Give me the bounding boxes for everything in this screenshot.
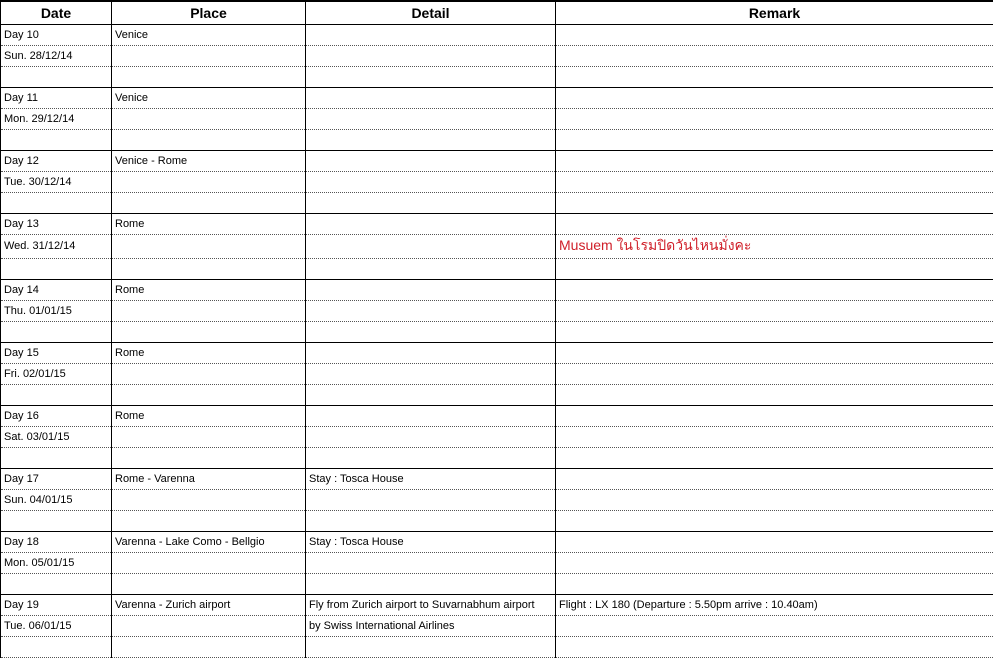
place-cell[interactable] — [112, 510, 306, 531]
detail-cell[interactable] — [306, 279, 556, 300]
date-cell[interactable] — [1, 573, 112, 594]
place-cell[interactable] — [112, 384, 306, 405]
table-row — [1, 24, 993, 45]
place-cell[interactable] — [112, 300, 306, 321]
detail-cell[interactable] — [306, 150, 556, 171]
detail-cell[interactable] — [306, 363, 556, 384]
remark-cell[interactable] — [556, 321, 993, 342]
detail-cell[interactable] — [306, 171, 556, 192]
date-cell[interactable] — [1, 258, 112, 279]
detail-cell[interactable] — [306, 24, 556, 45]
date-cell[interactable] — [1, 321, 112, 342]
place-cell[interactable] — [112, 321, 306, 342]
date-cell[interactable]: Fri. 02/01/15 — [1, 363, 112, 384]
remark-cell[interactable] — [556, 24, 993, 45]
place-cell[interactable] — [112, 258, 306, 279]
place-cell[interactable]: Varenna - Lake Como - Bellgio — [112, 531, 306, 552]
remark-cell[interactable]: Musuem ในโรมปิดวันไหนมั่งคะ — [556, 234, 993, 258]
date-cell[interactable]: Day 13 — [1, 213, 112, 234]
date-cell[interactable]: Day 15 — [1, 342, 112, 363]
place-cell[interactable] — [112, 66, 306, 87]
table-row — [1, 405, 993, 426]
table-row — [1, 87, 993, 108]
date-cell[interactable]: Day 18 — [1, 531, 112, 552]
date-cell[interactable]: Day 14 — [1, 279, 112, 300]
detail-cell[interactable] — [306, 426, 556, 447]
date-cell[interactable]: Day 10 — [1, 24, 112, 45]
remark-cell[interactable] — [556, 258, 993, 279]
remark-cell[interactable] — [556, 129, 993, 150]
detail-cell[interactable] — [306, 342, 556, 363]
table-row — [1, 636, 993, 657]
detail-cell[interactable] — [306, 192, 556, 213]
detail-cell[interactable] — [306, 108, 556, 129]
date-cell[interactable]: Wed. 31/12/14 — [1, 234, 112, 258]
remark-cell[interactable] — [556, 531, 993, 552]
place-cell[interactable] — [112, 636, 306, 657]
table-row — [1, 363, 993, 384]
detail-cell[interactable] — [306, 87, 556, 108]
remark-cell[interactable] — [556, 489, 993, 510]
header-row — [1, 1, 993, 24]
table-row — [1, 213, 993, 234]
table-row — [1, 321, 993, 342]
date-cell[interactable] — [1, 636, 112, 657]
date-cell[interactable]: Sat. 03/01/15 — [1, 426, 112, 447]
detail-cell[interactable] — [306, 213, 556, 234]
remark-cell[interactable] — [556, 468, 993, 489]
detail-cell[interactable]: by Swiss International Airlines — [306, 615, 556, 636]
table-row — [1, 129, 993, 150]
detail-cell[interactable]: Stay : Tosca House — [306, 531, 556, 552]
place-cell[interactable]: Rome — [112, 279, 306, 300]
table-row — [1, 552, 993, 573]
itinerary-rows — [1, 24, 993, 657]
table-row — [1, 234, 993, 258]
table-row — [1, 279, 993, 300]
detail-cell[interactable] — [306, 573, 556, 594]
table-row — [1, 66, 993, 87]
place-cell[interactable]: Rome - Varenna — [112, 468, 306, 489]
remark-cell[interactable] — [556, 636, 993, 657]
remark-cell[interactable] — [556, 615, 993, 636]
date-cell[interactable] — [1, 510, 112, 531]
remark-cell[interactable] — [556, 552, 993, 573]
remark-cell[interactable] — [556, 342, 993, 363]
date-cell[interactable]: Day 16 — [1, 405, 112, 426]
header-place[interactable]: Place — [112, 1, 306, 24]
table-row — [1, 510, 993, 531]
header-detail[interactable]: Detail — [306, 1, 556, 24]
date-cell[interactable] — [1, 66, 112, 87]
date-cell[interactable] — [1, 447, 112, 468]
date-cell[interactable]: Mon. 29/12/14 — [1, 108, 112, 129]
date-cell[interactable]: Day 17 — [1, 468, 112, 489]
remark-cell[interactable] — [556, 573, 993, 594]
table-row — [1, 300, 993, 321]
place-cell[interactable] — [112, 234, 306, 258]
table-row — [1, 447, 993, 468]
place-cell[interactable] — [112, 552, 306, 573]
place-cell[interactable]: Venice - Rome — [112, 150, 306, 171]
table-row — [1, 468, 993, 489]
detail-cell[interactable] — [306, 45, 556, 66]
header-date[interactable]: Date — [1, 1, 112, 24]
table-row — [1, 171, 993, 192]
detail-cell[interactable] — [306, 384, 556, 405]
place-cell[interactable] — [112, 426, 306, 447]
detail-cell[interactable] — [306, 405, 556, 426]
place-cell[interactable] — [112, 363, 306, 384]
detail-cell[interactable] — [306, 447, 556, 468]
table-row — [1, 384, 993, 405]
date-cell[interactable] — [1, 192, 112, 213]
place-cell[interactable] — [112, 615, 306, 636]
place-cell[interactable] — [112, 129, 306, 150]
date-cell[interactable]: Sun. 28/12/14 — [1, 45, 112, 66]
detail-cell[interactable] — [306, 66, 556, 87]
remark-cell[interactable] — [556, 447, 993, 468]
place-cell[interactable] — [112, 45, 306, 66]
remark-cell[interactable] — [556, 45, 993, 66]
date-cell[interactable] — [1, 384, 112, 405]
table-row — [1, 150, 993, 171]
remark-cell[interactable] — [556, 66, 993, 87]
detail-cell[interactable] — [306, 258, 556, 279]
table-row — [1, 45, 993, 66]
place-cell[interactable]: Rome — [112, 213, 306, 234]
table-row — [1, 489, 993, 510]
detail-cell[interactable]: Stay : Tosca House — [306, 468, 556, 489]
date-cell[interactable]: Tue. 06/01/15 — [1, 615, 112, 636]
place-cell[interactable]: Venice — [112, 24, 306, 45]
detail-cell[interactable] — [306, 234, 556, 258]
date-cell[interactable]: Day 12 — [1, 150, 112, 171]
remark-cell[interactable] — [556, 300, 993, 321]
table-row — [1, 594, 993, 615]
place-cell[interactable]: Rome — [112, 405, 306, 426]
detail-cell[interactable] — [306, 129, 556, 150]
place-cell[interactable] — [112, 447, 306, 468]
place-cell[interactable] — [112, 192, 306, 213]
date-cell[interactable]: Sun. 04/01/15 — [1, 489, 112, 510]
detail-cell[interactable] — [306, 552, 556, 573]
table-row — [1, 258, 993, 279]
date-cell[interactable] — [1, 129, 112, 150]
remark-cell[interactable] — [556, 363, 993, 384]
place-cell[interactable]: Rome — [112, 342, 306, 363]
place-cell[interactable] — [112, 171, 306, 192]
table-row — [1, 108, 993, 129]
table-row — [1, 192, 993, 213]
remark-cell[interactable] — [556, 384, 993, 405]
date-cell[interactable]: Day 11 — [1, 87, 112, 108]
table-row — [1, 615, 993, 636]
remark-cell[interactable] — [556, 150, 993, 171]
detail-cell[interactable]: Fly from Zurich airport to Suvarnabhum airport — [306, 594, 556, 615]
place-cell[interactable]: Venice — [112, 87, 306, 108]
place-cell[interactable] — [112, 108, 306, 129]
remark-cell[interactable] — [556, 405, 993, 426]
remark-cell[interactable] — [556, 279, 993, 300]
date-cell[interactable]: Day 19 — [1, 594, 112, 615]
date-cell[interactable]: Tue. 30/12/14 — [1, 171, 112, 192]
place-cell[interactable] — [112, 489, 306, 510]
place-cell[interactable] — [112, 573, 306, 594]
detail-cell[interactable] — [306, 489, 556, 510]
table-row — [1, 573, 993, 594]
remark-cell[interactable]: Flight : LX 180 (Departure : 5.50pm arrive : 10.40am) — [556, 594, 993, 615]
detail-cell[interactable] — [306, 321, 556, 342]
table-row — [1, 426, 993, 447]
remark-cell[interactable] — [556, 87, 993, 108]
detail-cell[interactable] — [306, 300, 556, 321]
date-cell[interactable]: Thu. 01/01/15 — [1, 300, 112, 321]
date-cell[interactable]: Mon. 05/01/15 — [1, 552, 112, 573]
remark-cell[interactable] — [556, 213, 993, 234]
table-row — [1, 342, 993, 363]
remark-cell[interactable] — [556, 510, 993, 531]
table-row — [1, 531, 993, 552]
remark-cell[interactable] — [556, 171, 993, 192]
detail-cell[interactable] — [306, 636, 556, 657]
detail-cell[interactable] — [306, 510, 556, 531]
remark-cell[interactable] — [556, 426, 993, 447]
remark-cell[interactable] — [556, 192, 993, 213]
place-cell[interactable]: Varenna - Zurich airport — [112, 594, 306, 615]
header-remark[interactable]: Remark — [556, 1, 993, 24]
remark-cell[interactable] — [556, 108, 993, 129]
